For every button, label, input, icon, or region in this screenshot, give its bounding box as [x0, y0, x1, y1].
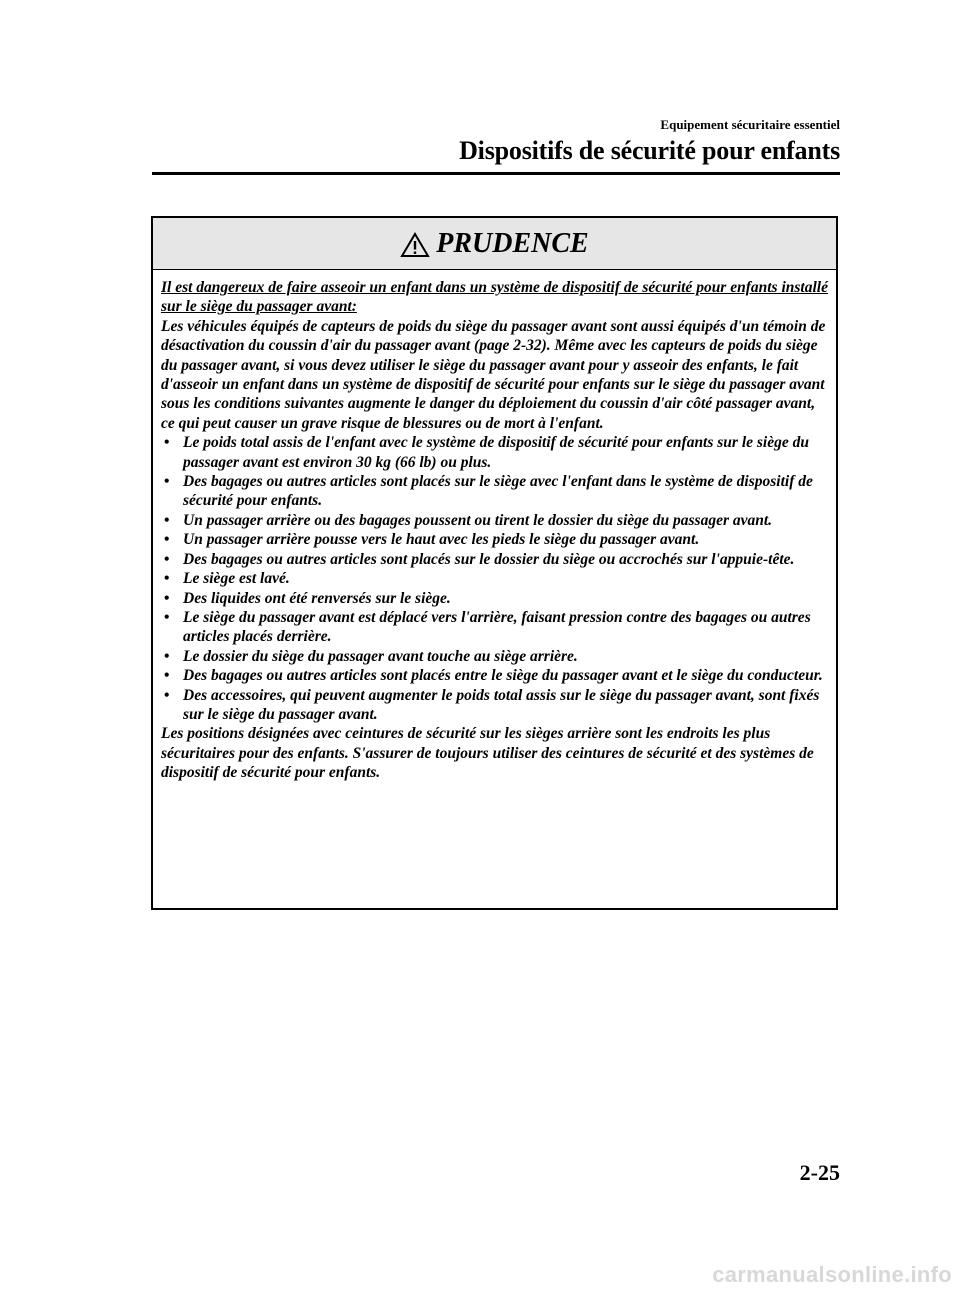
warning-triangle-icon [400, 232, 430, 258]
list-item [161, 550, 828, 569]
list-item [161, 589, 828, 608]
caution-title: PRUDENCE [436, 227, 589, 259]
caution-body [153, 270, 836, 783]
list-item-text: Le siège du passager avant est déplacé vers l'arrière, faisant pression contre des bagages ou autres articles placés derrière. [183, 608, 811, 646]
bullet-icon: • [164, 531, 170, 549]
list-item-text: Un passager arrière pousse vers le haut avec les pieds le siège du passager avant. [183, 531, 700, 549]
list-item [161, 472, 828, 511]
list-item-text: Des accessoires, qui peuvent augmenter le poids total assis sur le siège du passager avant, sont fixés sur le siège du passager avant. [183, 686, 820, 723]
list-item-text: Des bagages ou autres articles sont placés sur le dossier du siège ou accrochés sur l'appuie-tête. [183, 550, 795, 568]
list-item-text: Le dossier du siège du passager avant touche au siège arrière. [183, 647, 578, 665]
list-item [161, 530, 828, 549]
bullet-icon: • [164, 608, 170, 626]
page-number: 2-25 [799, 1160, 840, 1185]
bullet-icon: • [164, 647, 170, 665]
bullet-icon: • [164, 589, 170, 607]
bullet-icon: • [164, 550, 170, 568]
bullet-icon: • [164, 667, 170, 685]
list-item [161, 569, 828, 588]
bullet-icon: • [164, 473, 170, 491]
list-item-text: Des liquides ont été renversés sur le siège. [183, 589, 451, 607]
caution-header [153, 218, 836, 270]
list-item [161, 686, 828, 725]
watermark: carmanualsonline.info [712, 1262, 952, 1287]
caution-intro: Les véhicules équipés de capteurs de poids du siège du passager avant sont aussi équipés d'un témoin de désactivation du coussin d'air du passager avant (page 2-32). Même avec les capteurs de poids du siège du passager avant, si vous devez utiliser le siège du passager avant pour y asseoir des enfants, le fait d'asseoir un enfant dans un système de dispositif de sécurité pour enfants sur le siège du passager avant sous les conditions suivantes augmente le danger du déploiement du coussin d'air côté passager avant, ce qui peut causer un grave risque de blessures ou de mort à l'enfant. [161, 317, 826, 432]
section-label: Equipement sécuritaire essentiel [660, 117, 840, 132]
list-item [161, 666, 828, 685]
bullet-icon: • [164, 434, 170, 452]
header-rule [152, 172, 840, 175]
list-item-text: Un passager arrière ou des bagages poussent ou tirent le dossier du siège du passager avant. [183, 511, 773, 529]
bullet-icon: • [164, 570, 170, 588]
caution-lead: Il est dangereux de faire asseoir un enfant dans un système de dispositif de sécurité pour enfants installé sur le siège du passager avant: [161, 279, 828, 316]
list-item [161, 511, 828, 530]
list-item [161, 608, 828, 647]
chapter-title: Dispositifs de sécurité pour enfants [459, 136, 840, 165]
list-item-text: Des bagages ou autres articles sont placés entre le siège du passager avant et le siège du conducteur. [183, 667, 823, 685]
caution-box [151, 216, 838, 910]
list-item [161, 647, 828, 666]
caution-list [161, 433, 828, 724]
list-item-text: Le siège est lavé. [183, 570, 290, 588]
bullet-icon: • [164, 686, 170, 704]
list-item [161, 433, 828, 472]
list-item-text: Le poids total assis de l'enfant avec le système de dispositif de sécurité pour enfants sur le siège du passager avant est environ 30 kg (66 lb) ou plus. [183, 434, 809, 471]
caution-closing: Les positions désignées avec ceintures de sécurité sur les sièges arrière sont les endroits les plus sécuritaires pour des enfants. S'assurer de toujours utiliser des ceintures de sécurité et des systèmes de dispositif de sécurité pour enfants. [161, 725, 814, 782]
list-item-text: Des bagages ou autres articles sont placés sur le siège avec l'enfant dans le système de dispositif de sécurité pour enfants. [183, 473, 813, 510]
running-header [152, 117, 840, 167]
bullet-icon: • [164, 511, 170, 529]
